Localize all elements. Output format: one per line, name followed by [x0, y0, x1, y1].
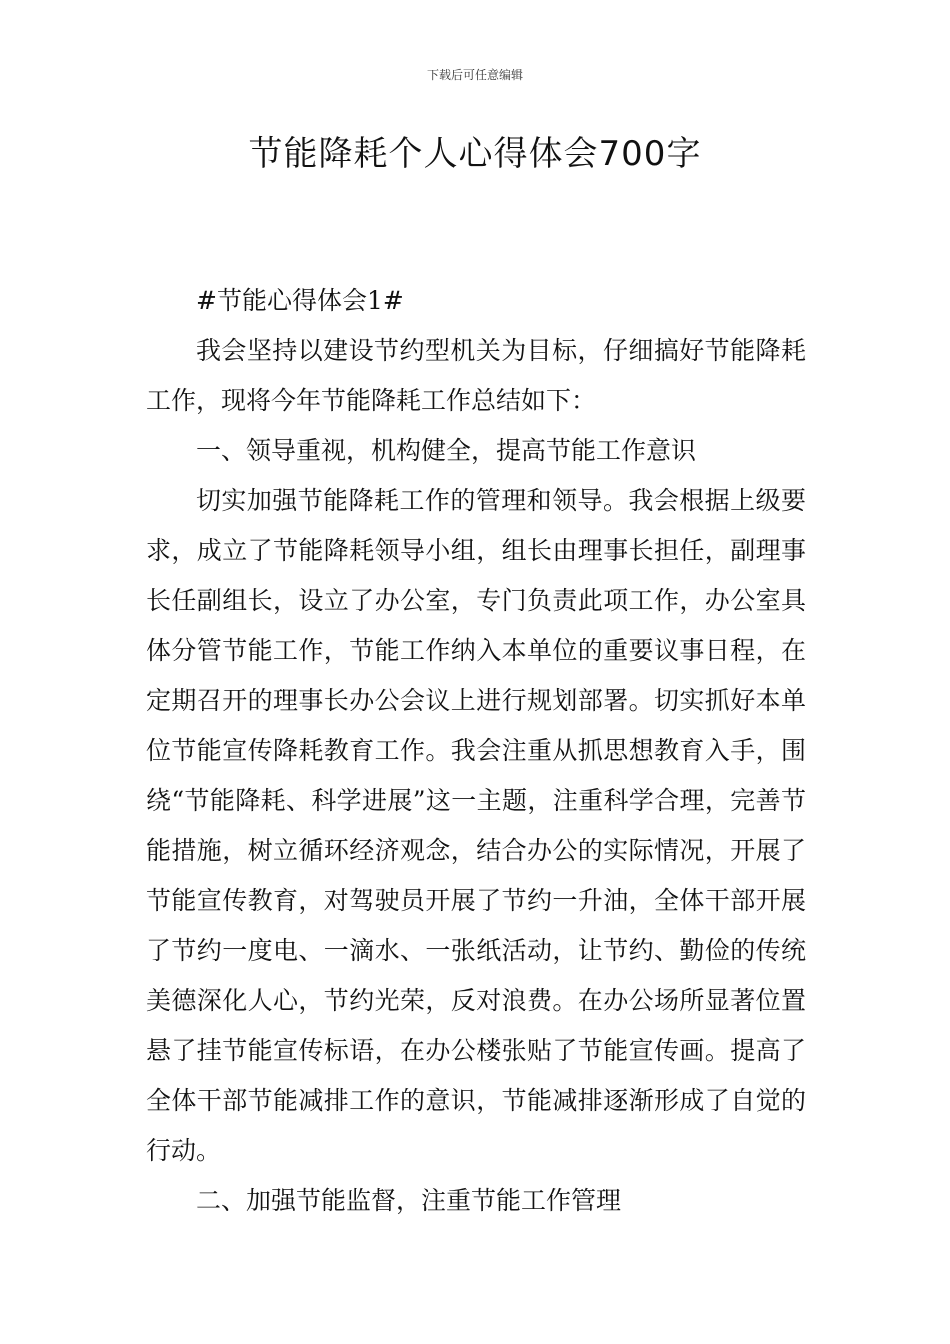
document-body	[146, 276, 806, 1226]
section-marker: #节能心得体会1#	[196, 286, 404, 315]
section-heading-2: 二、加强节能监督，注重节能工作管理	[196, 1186, 622, 1215]
section-heading-1: 一、领导重视，机构健全，提高节能工作意识	[196, 436, 697, 465]
intro-paragraph: 我会坚持以建设节约型机关为目标，仔细搞好节能降耗工作，现将今年节能降耗工作总结如下：	[146, 336, 806, 415]
document-title: 节能降耗个人心得体会700字	[248, 134, 702, 174]
body-paragraph: 切实加强节能降耗工作的管理和领导。我会根据上级要求，成立了节能降耗领导小组，组长由理事长担任，副理事长任副组长，设立了办公室，专门负责此项工作，办公室具体分管节能工作，节能工作纳入本单位的重要议事日程，在定期召开的理事长办公会议上进行规划部署。切实抓好本单位节能宣传降耗教育工作。我会注重从抓思想教育入手，围绕“节能降耗、科学进展”这一主题，注重科学合理，完善节能措施，树立循环经济观念，结合办公的实际情况，开展了节能宣传教育，对驾驶员开展了节约一升油，全体干部开展了节约一度电、一滴水、一张纸活动，让节约、勤俭的传统美德深化人心，节约光荣，反对浪费。在办公场所显著位置悬了挂节能宣传标语，在办公楼张贴了节能宣传画。提高了全体干部节能减排工作的意识，节能减排逐渐形成了自觉的行动。	[146, 486, 806, 1165]
header-note: 下载后可任意编辑	[426, 68, 523, 82]
